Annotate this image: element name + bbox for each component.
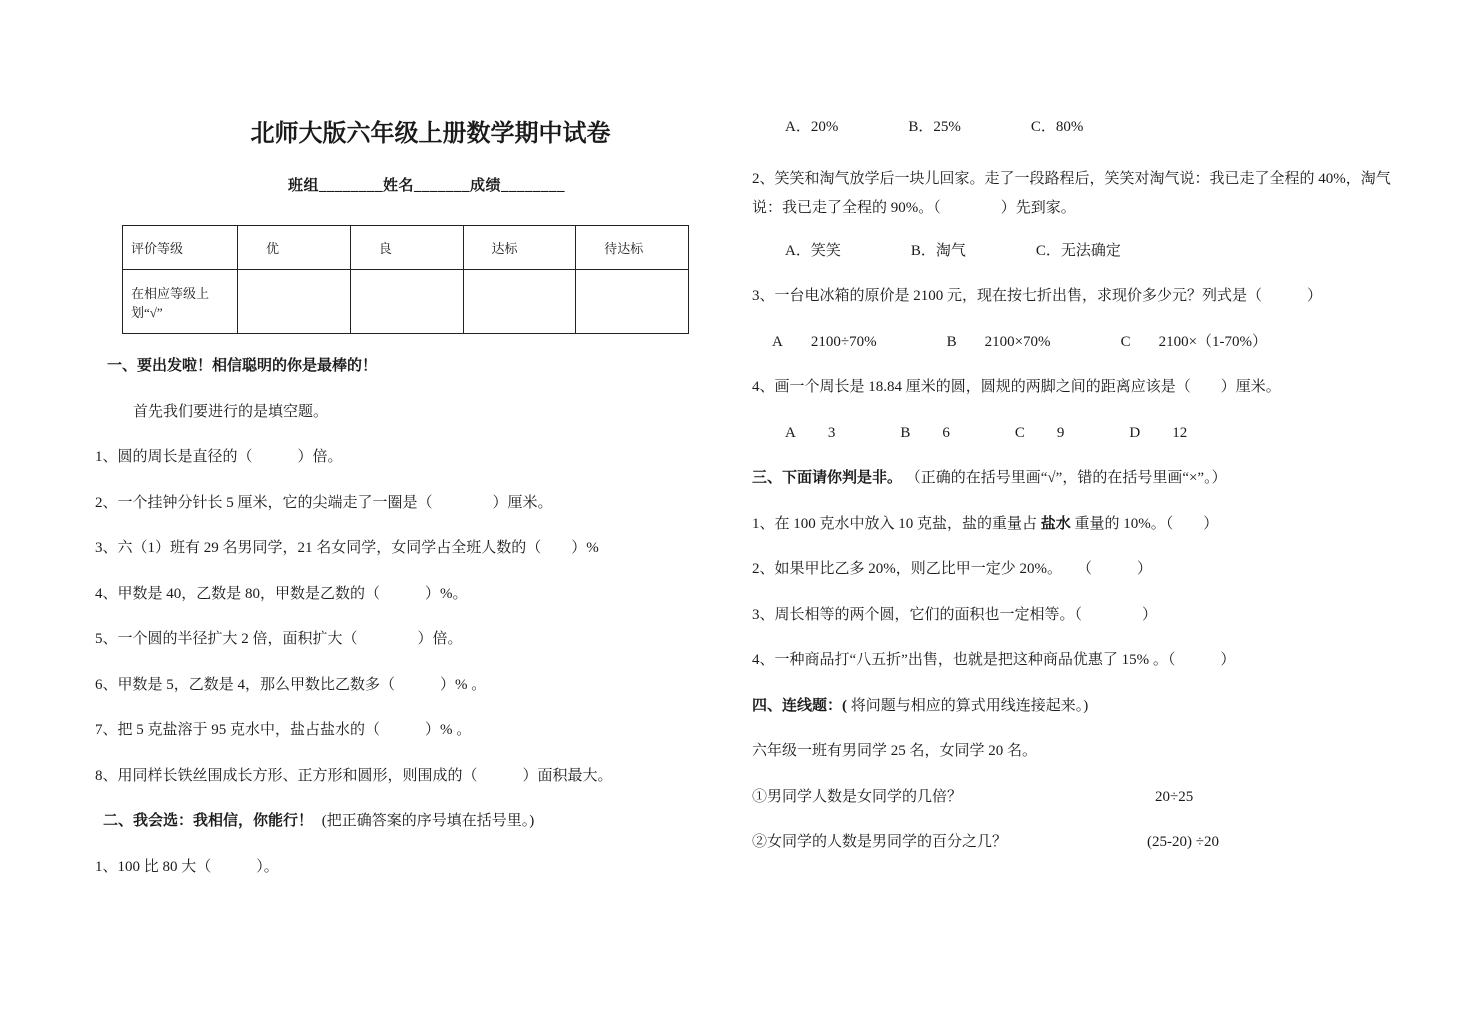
option-value: 3 [827,424,836,441]
section-3-heading [752,456,1402,502]
student-info-line: 班组________姓名_______成绩________ [287,178,565,194]
left-column [95,113,710,890]
eval-header-grade-label: 评价等级 [123,226,238,270]
section-1-heading: 一、要出发啦！相信聪明的你是最棒的！ [107,358,378,374]
matching-question: ②女同学的人数是男同学的百分之几？ [752,834,1008,850]
option-label: B [900,424,911,441]
judge-item-1-post: 重量的 10%。（ ） [1074,515,1219,532]
choice-question-3: 3、一台电冰箱的原价是 2100 元，现在按七折出售，求现价多少元？列式是（ ） [752,288,1323,304]
option-label: C [1014,424,1025,441]
option-b [947,320,1051,366]
section-1-intro: 首先我们要进行的是填空题。 [133,403,329,420]
evaluation-table-header-row [123,226,689,270]
option-expression: 2100×（1-70%） [1158,333,1268,350]
choice-question-2-options [752,229,1402,275]
eval-blank-cell [576,270,689,334]
matching-intro: 六年级一班有男同学 25 名，女同学 20 名。 [752,743,1038,759]
matching-item-2 [752,820,1402,866]
fill-blank-item-2: 2、一个挂钟分针长 5 厘米，它的尖端走了一圈是（ ）厘米。 [95,494,553,511]
choice-question-1-options [752,105,1402,151]
matching-question: ①男同学人数是女同学的几倍？ [752,788,963,805]
matching-item-1 [752,775,1402,821]
section-4-heading-title: 四、连线题：( [752,697,847,714]
judge-item-1-emphasis: 盐水 [1040,515,1071,532]
fill-blank-item-7: 7、把 5 克盐溶于 95 克水中，盐占盐水的（ ）% 。 [95,722,472,738]
right-column [752,105,1402,866]
matching-formula: 20÷25 [1155,788,1194,805]
judge-item-2: 2、如果甲比乙多 20%，则乙比甲一定少 20%。 （ ） [752,561,1152,577]
page-title: 北师大版六年级上册数学期中试卷 [250,121,611,147]
section-3-heading-note: （正确的在括号里画“√”，错的在括号里画“×”。） [905,470,1227,486]
option-a [772,320,877,366]
option-label: A [785,424,796,441]
option-a: A．笑笑 [785,242,841,259]
option-d [1129,411,1187,457]
judge-item-4: 4、一种商品打“八五折”出售，也就是把这种商品优惠了 15% 。（ ） [752,652,1236,668]
eval-header-excellent: 优 [238,226,351,270]
option-c: C．80% [1030,119,1084,135]
choice-question-3-options [752,320,1402,366]
option-value: 12 [1172,424,1188,441]
eval-header-pass: 达标 [463,226,576,270]
eval-blank-cell [238,270,351,334]
fill-blank-item-4: 4、甲数是 40，乙数是 80，甲数是乙数的（ ）%。 [95,585,468,602]
option-a [785,411,835,457]
option-label: B [946,333,957,350]
fill-blank-item-3: 3、六（1）班有 29 名男同学，21 名女同学，女同学占全班人数的（ ）% [95,540,599,556]
evaluation-table [122,225,689,334]
choice-question-4: 4、画一个周长是 18.84 厘米的圆，圆规的两脚之间的距离应该是（ ）厘米。 [752,379,1281,395]
matching-formula: (25-20) ÷20 [1147,834,1219,850]
option-expression: 2100×70% [984,333,1051,350]
evaluation-table-mark-row [123,270,689,334]
option-label: A [772,333,783,350]
option-c: C．无法确定 [1035,242,1121,259]
eval-blank-cell [350,270,463,334]
judge-item-1 [752,502,1402,548]
option-value: 6 [942,424,950,441]
fill-blank-item-8: 8、用同样长铁丝围成长方形、正方形和圆形，则围成的（ ）面积最大。 [95,767,613,784]
section-2-heading-note: (把正确答案的序号填在括号里。) [321,813,535,829]
choice-question-2: 2、笑笑和淘气放学后一块儿回家。走了一段路程后，笑笑对淘气说：我已走了全程的 40%，淘气说：我已走了全程的 90%。（ ）先到家。 [752,170,1391,216]
judge-item-3: 3、周长相等的两个圆，它们的面积也一定相等。（ ） [752,606,1158,623]
option-b: B．25% [908,119,961,135]
fill-blank-item-6: 6、甲数是 5，乙数是 4，那么甲数比乙数多（ ）% 。 [95,676,487,693]
option-label: D [1129,424,1141,441]
option-a: A．20% [785,119,839,135]
fill-blank-item-5: 5、一个圆的半径扩大 2 倍，面积扩大（ ）倍。 [95,631,463,647]
eval-header-good: 良 [350,226,463,270]
choice-question-4-options [752,411,1402,457]
option-b [900,411,950,457]
choice-question-1: 1、100 比 80 大（ ）。 [95,858,279,875]
eval-mark-instruction: 在相应等级上划“√” [123,270,238,334]
option-value: 9 [1056,424,1065,441]
fill-blank-item-1: 1、圆的周长是直径的（ ）倍。 [95,449,343,465]
section-4-heading-note: 将问题与相应的算式用线连接起来。) [850,697,1089,714]
option-c [1121,320,1267,366]
eval-header-pending: 待达标 [576,226,689,270]
section-2-heading [95,799,710,845]
option-b: B．淘气 [910,242,966,259]
option-c [1015,411,1065,457]
section-3-heading-title: 三、下面请你判是非。 [752,470,903,486]
eval-blank-cell [463,270,576,334]
section-4-heading [752,684,1402,730]
judge-item-1-pre: 1、在 100 克水中放入 10 克盐，盐的重量占 [752,515,1038,532]
option-expression: 2100÷70% [810,333,877,350]
option-label: C [1120,333,1131,350]
section-2-heading-title: 二、我会选：我相信，你能行！ [103,813,314,829]
